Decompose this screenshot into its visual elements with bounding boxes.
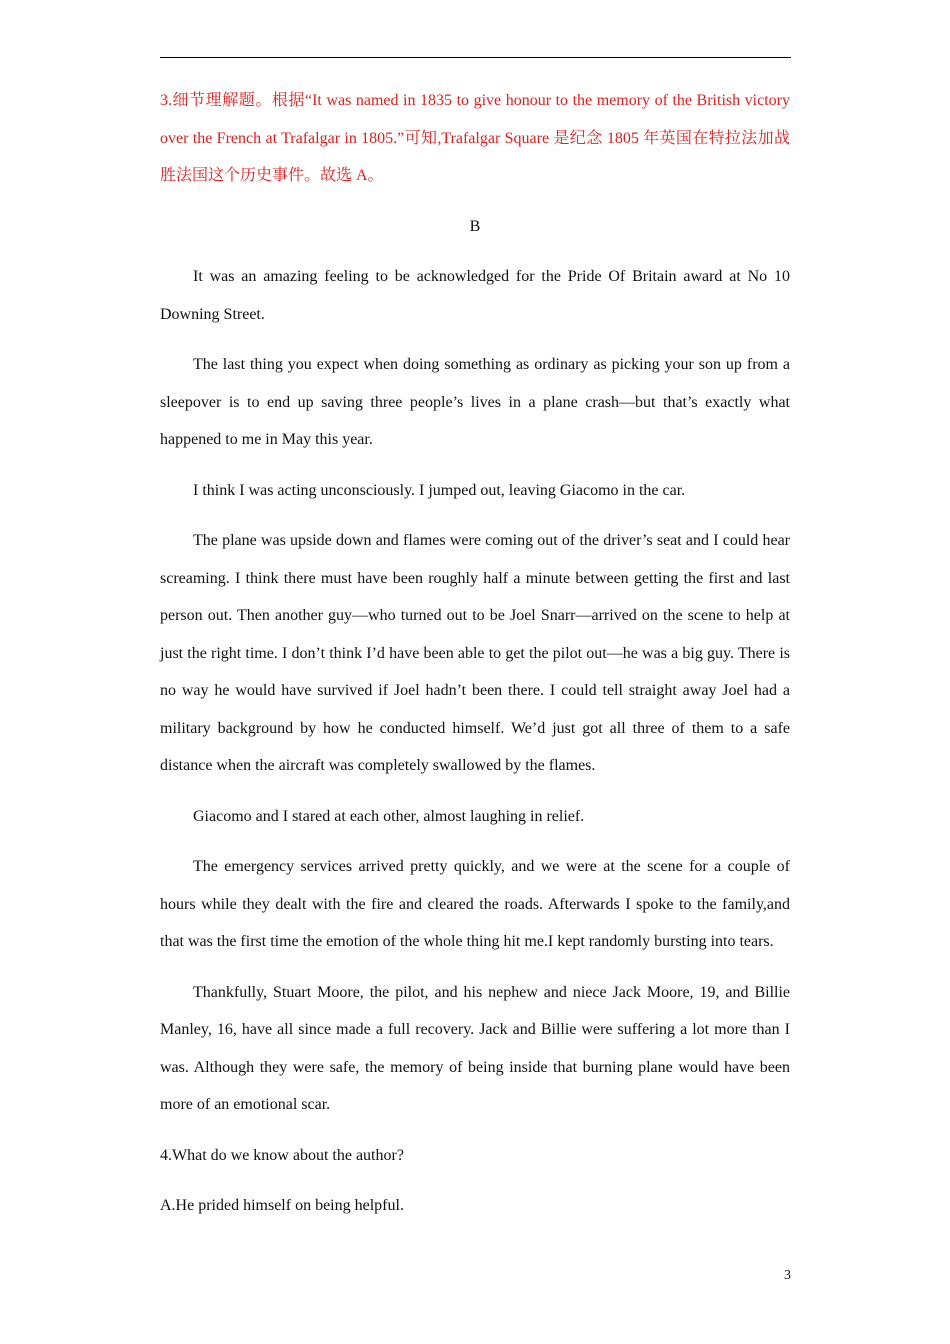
passage-paragraph-2: The last thing you expect when doing something as ordinary as picking your son up from a sleepover is to end up saving three people’s lives in a plane crash—but that’s exactly what happened to me in May this year.	[160, 356, 790, 448]
passage-paragraph-4: The plane was upside down and flames were coming out of the driver’s seat and I could hear screaming. I think there must have been roughly half a minute between getting the first and last person out. Then another guy—who turned out to be Joel Snarr—arrived on the scene to help at just the right time. I don’t think I’d have been able to get the pilot out—he was a big guy. There is no way he would have survived if Joel hadn’t been there. I could tell straight away Joel had a military background by how he conducted himself. We’d just got all three of them to a safe distance when the aircraft was completely swallowed by the flames.	[160, 532, 790, 774]
passage-paragraph-3: I think I was acting unconsciously. I jumped out, leaving Giacomo in the car.	[193, 481, 686, 499]
passage-paragraph-7: Thankfully, Stuart Moore, the pilot, and his nephew and niece Jack Moore, 19, and Billie Manley, 16, have all since made a full recovery. Jack and Billie were suffering a lot more than I was. Although they were safe, the memory of being inside that burning plane would have been more of an emotional scar.	[160, 983, 790, 1113]
answer-explanation: 3.细节理解题。根据“It was named in 1835 to give honour to the memory of the British victory over the French at Trafalgar in 1805.”可知,Trafalgar Square 是纪念 1805 年英国在特拉法加战胜法国这个历史事件。故选 A。	[160, 92, 790, 184]
passage-paragraph-1: It was an amazing feeling to be acknowledged for the Pride Of Britain award at No 10 Downing Street.	[160, 268, 790, 323]
question-option-a: A.He prided himself on being helpful.	[160, 1197, 404, 1214]
passage-paragraph-5: Giacomo and I stared at each other, almost laughing in relief.	[193, 807, 585, 825]
section-label: B	[469, 217, 481, 235]
passage-paragraph-6: The emergency services arrived pretty quickly, and we were at the scene for a couple of hours while they dealt with the fire and cleared the roads. Afterwards I spoke to the family,and that was the first time the emotion of the whole thing hit me.I kept randomly bursting into tears.	[160, 858, 790, 950]
page-content	[160, 82, 790, 1238]
header-rule	[160, 57, 791, 58]
question-stem: 4.What do we know about the author?	[160, 1146, 404, 1164]
page-number: 3	[784, 1268, 791, 1283]
